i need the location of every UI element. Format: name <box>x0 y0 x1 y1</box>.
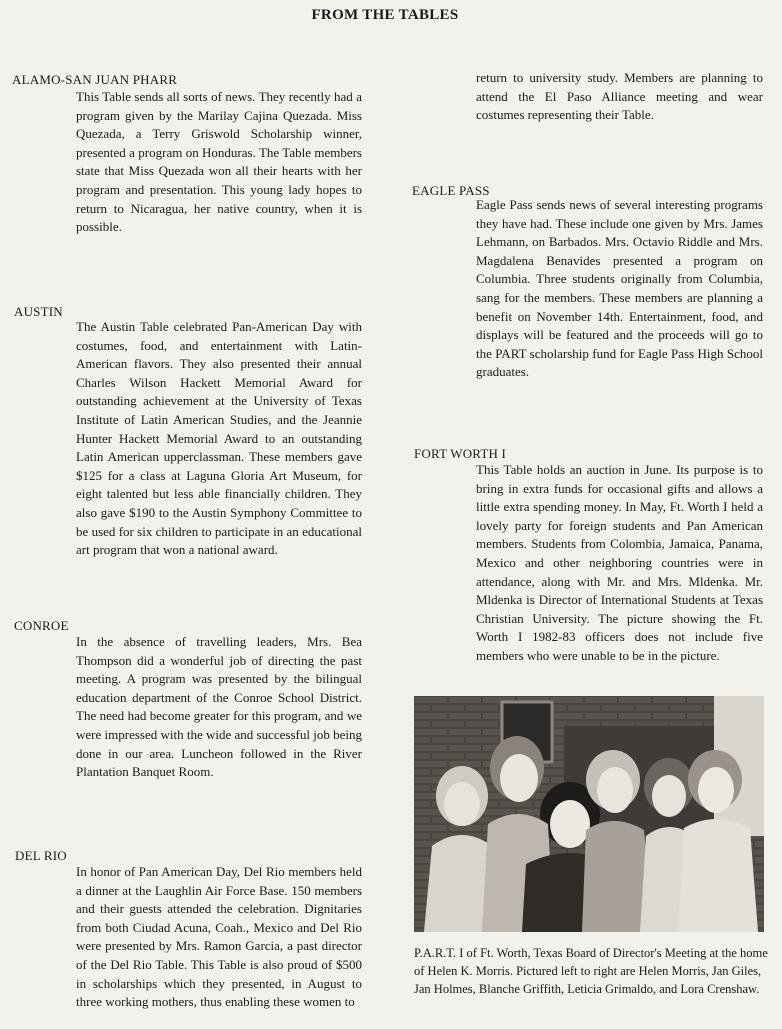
group-photo-illustration <box>414 696 764 932</box>
section-body-austin: The Austin Table celebrated Pan-American Day with costumes, food, and entertainment with Latin-American flavors. They also presented their annual Charles Wilson Hackett Memorial Award for outstanding achievement at the University of Texas Institute of Latin American Studies, and the Jeannie Hunter Hackett Memorial Award to an outstanding Latin American upperclassman. These members gave $125 for a class at Laguna Gloria Art Museum, for eight talented but less able financially children. They also gave $190 to the Austin Symphony Committee to be used for six children to participate in an educational art program that won a national award. <box>76 319 362 558</box>
section-heading-fort-worth-i: FORT WORTH I <box>414 446 507 461</box>
page-title: FROM THE TABLES <box>311 7 459 23</box>
section-body-fort-worth-i: This Table holds an auction in June. Its purpose is to bring in extra funds for occasional gifts and allows a little extra spending money. In May, Ft. Worth I held a lovely party for foreign students and Pan American members. Students from Colombia, Jamaica, Panama, Mexico and other neighboring countries were in attendance, along with Mr. and Mrs. Mldenka. Mr. Mldenka is Director of International Students at Texas Christian University. The picture showing the Ft. Worth I 1982-83 officers does not include five members who were unable to be in the picture. <box>476 462 763 663</box>
section-heading-conroe: CONROE <box>14 618 69 633</box>
photo-caption: P.A.R.T. I of Ft. Worth, Texas Board of Director's Meeting at the home of Helen K. Morris. Pictured left to right are Helen Morris, Jan Giles, Jan Holmes, Blanche Griffith, Leticia Grimaldo, and Lora Crenshaw. <box>414 946 768 996</box>
section-heading-austin: AUSTIN <box>14 304 63 319</box>
section-body-del-rio: In honor of Pan American Day, Del Rio members held a dinner at the Laughlin Air Force Base. 150 members and their guests attended the celebration. Dignitaries from both Ciudad Acuna, Coah., Mexico and Del Rio were presented by Mrs. Ramon Garcia, a past director of the Del Rio Table. This Table is also proud of $500 in scholarships which they presented, in August to three working mothers, thus enabling these women to <box>76 864 362 1010</box>
section-body-alamo-san-juan-pharr: This Table sends all sorts of news. They recently had a program given by the Marilay Cajina Quezada. Miss Quezada, a Terry Griswold Scholarship winner, presented a program on Honduras. The Table members state that Miss Quezada won all their hearts with her program and presentation. This young lady hopes to return to Nicaragua, her native country, when it is possible. <box>76 89 362 235</box>
section-body-eagle-pass: Eagle Pass sends news of several interesting programs they have had. These include one given by Mrs. James Lehmann, on Barbados. Mrs. Octavio Riddle and Mrs. Magdalena Benavides presented a program on Columbia. Three students originally from Columbia, sang for the members. These members are planning a benefit on November 14th. Entertainment, food, and displays will be featured and the proceeds will go to the PART scholarship fund for Eagle Pass High School graduates. <box>476 197 763 380</box>
section-body-conroe: In the absence of travelling leaders, Mrs. Bea Thompson did a wonderful job of directing the past meeting. A program was presented by the bilingual education department of the Conroe School District. The need had become greater for this program, and we were impressed with the wide and successful job being done in our area. Luncheon followed in the River Plantation Banquet Room. <box>76 634 362 780</box>
section-heading-alamo-san-juan-pharr: ALAMO-SAN JUAN PHARR <box>12 72 178 87</box>
group-photo <box>414 696 764 932</box>
section-heading-del-rio: DEL RIO <box>15 848 67 863</box>
section-heading-eagle-pass: EAGLE PASS <box>412 183 490 198</box>
section-body-del-rio-continued: return to university study. Members are planning to attend the El Paso Alliance meeting and wear costumes representing their Table. <box>476 70 763 123</box>
